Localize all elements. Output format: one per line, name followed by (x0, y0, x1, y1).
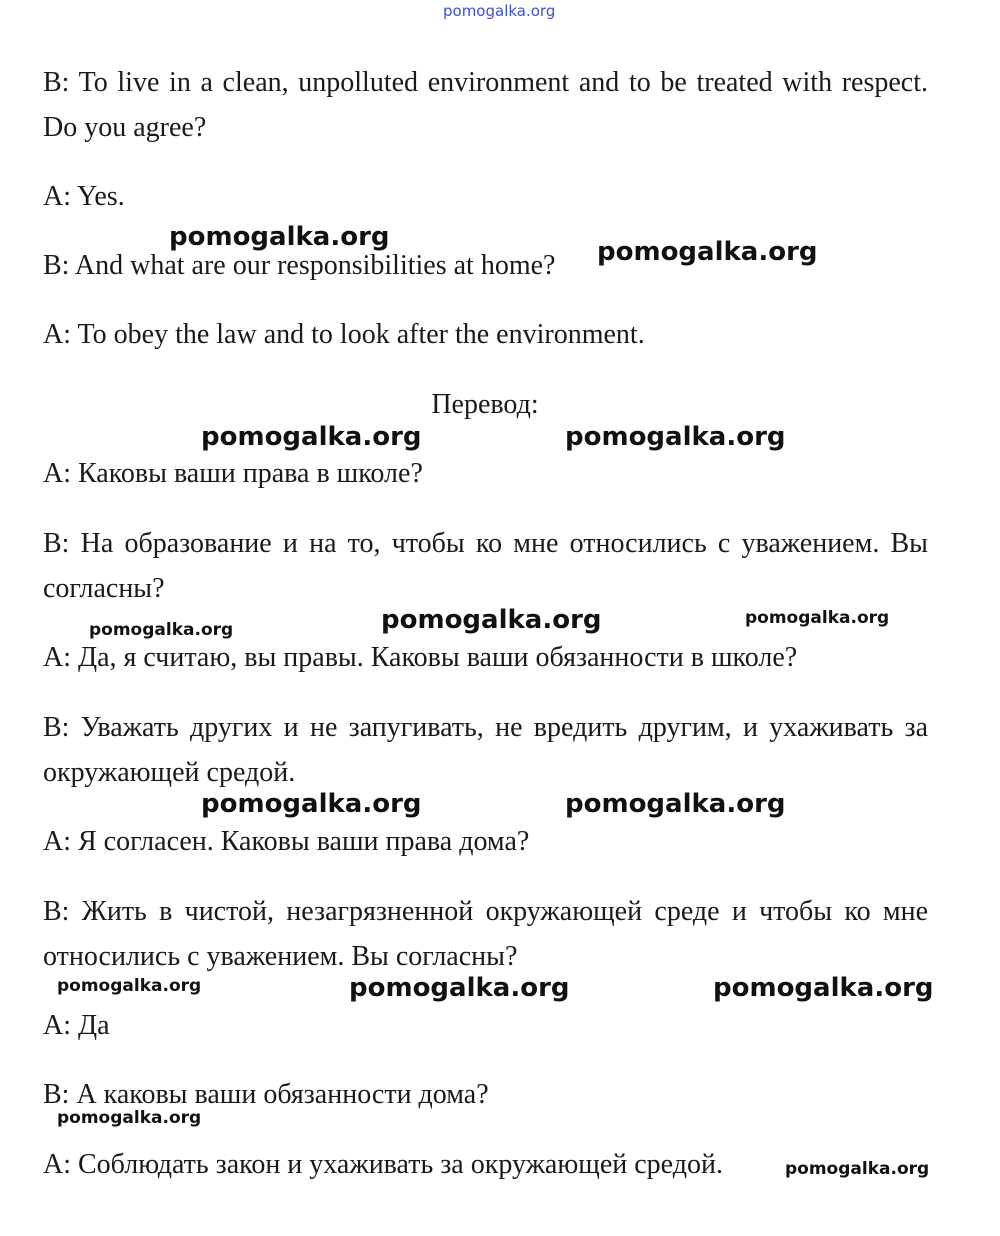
watermark: pomogalka.org (57, 976, 202, 996)
dialogue-ru-line: A: Каковы ваши права в школе? (43, 458, 423, 489)
dialogue-ru-line: B: На образование и на то, чтобы ко мне относились с уважением. Вы согласны? (43, 528, 928, 604)
watermark: pomogalka.org (745, 608, 890, 628)
dialogue-en-line: B: To live in a clean, unpolluted environment and to be treated with respect. Do you agree? (43, 67, 928, 143)
watermark: pomogalka.org (597, 237, 818, 267)
watermark: pomogalka.org (713, 973, 934, 1003)
dialogue-en-line: A: Yes. (43, 181, 125, 212)
dialogue-ru-line: A: Да (43, 1010, 110, 1041)
header-watermark: pomogalka.org (443, 2, 556, 20)
watermark: pomogalka.org (89, 620, 234, 640)
watermark: pomogalka.org (57, 1108, 202, 1128)
watermark: pomogalka.org (201, 422, 422, 452)
dialogue-en-line: B: And what are our responsibilities at home? (43, 250, 556, 281)
watermark: pomogalka.org (785, 1159, 930, 1179)
dialogue-ru-line: A: Я согласен. Каковы ваши права дома? (43, 826, 530, 857)
watermark: pomogalka.org (565, 422, 786, 452)
dialogue-ru-line: A: Да, я считаю, вы правы. Каковы ваши обязанности в школе? (43, 642, 798, 673)
dialogue-ru-line: B: Уважать других и не запугивать, не вредить другим, и ухаживать за окружающей средой. (43, 712, 928, 788)
dialogue-ru-line: B: А каковы ваши обязанности дома? (43, 1079, 489, 1110)
dialogue-ru-line: A: Соблюдать закон и ухаживать за окружающей средой. (43, 1149, 723, 1180)
watermark: pomogalka.org (349, 973, 570, 1003)
dialogue-en-line: A: To obey the law and to look after the environment. (43, 319, 645, 350)
watermark: pomogalka.org (169, 222, 390, 252)
watermark: pomogalka.org (381, 605, 602, 635)
watermark: pomogalka.org (565, 789, 786, 819)
watermark: pomogalka.org (201, 789, 422, 819)
dialogue-ru-line: B: Жить в чистой, незагрязненной окружающей среде и чтобы ко мне относились с уважением. Вы согласны? (43, 896, 928, 972)
translation-heading: Перевод: (431, 389, 539, 420)
